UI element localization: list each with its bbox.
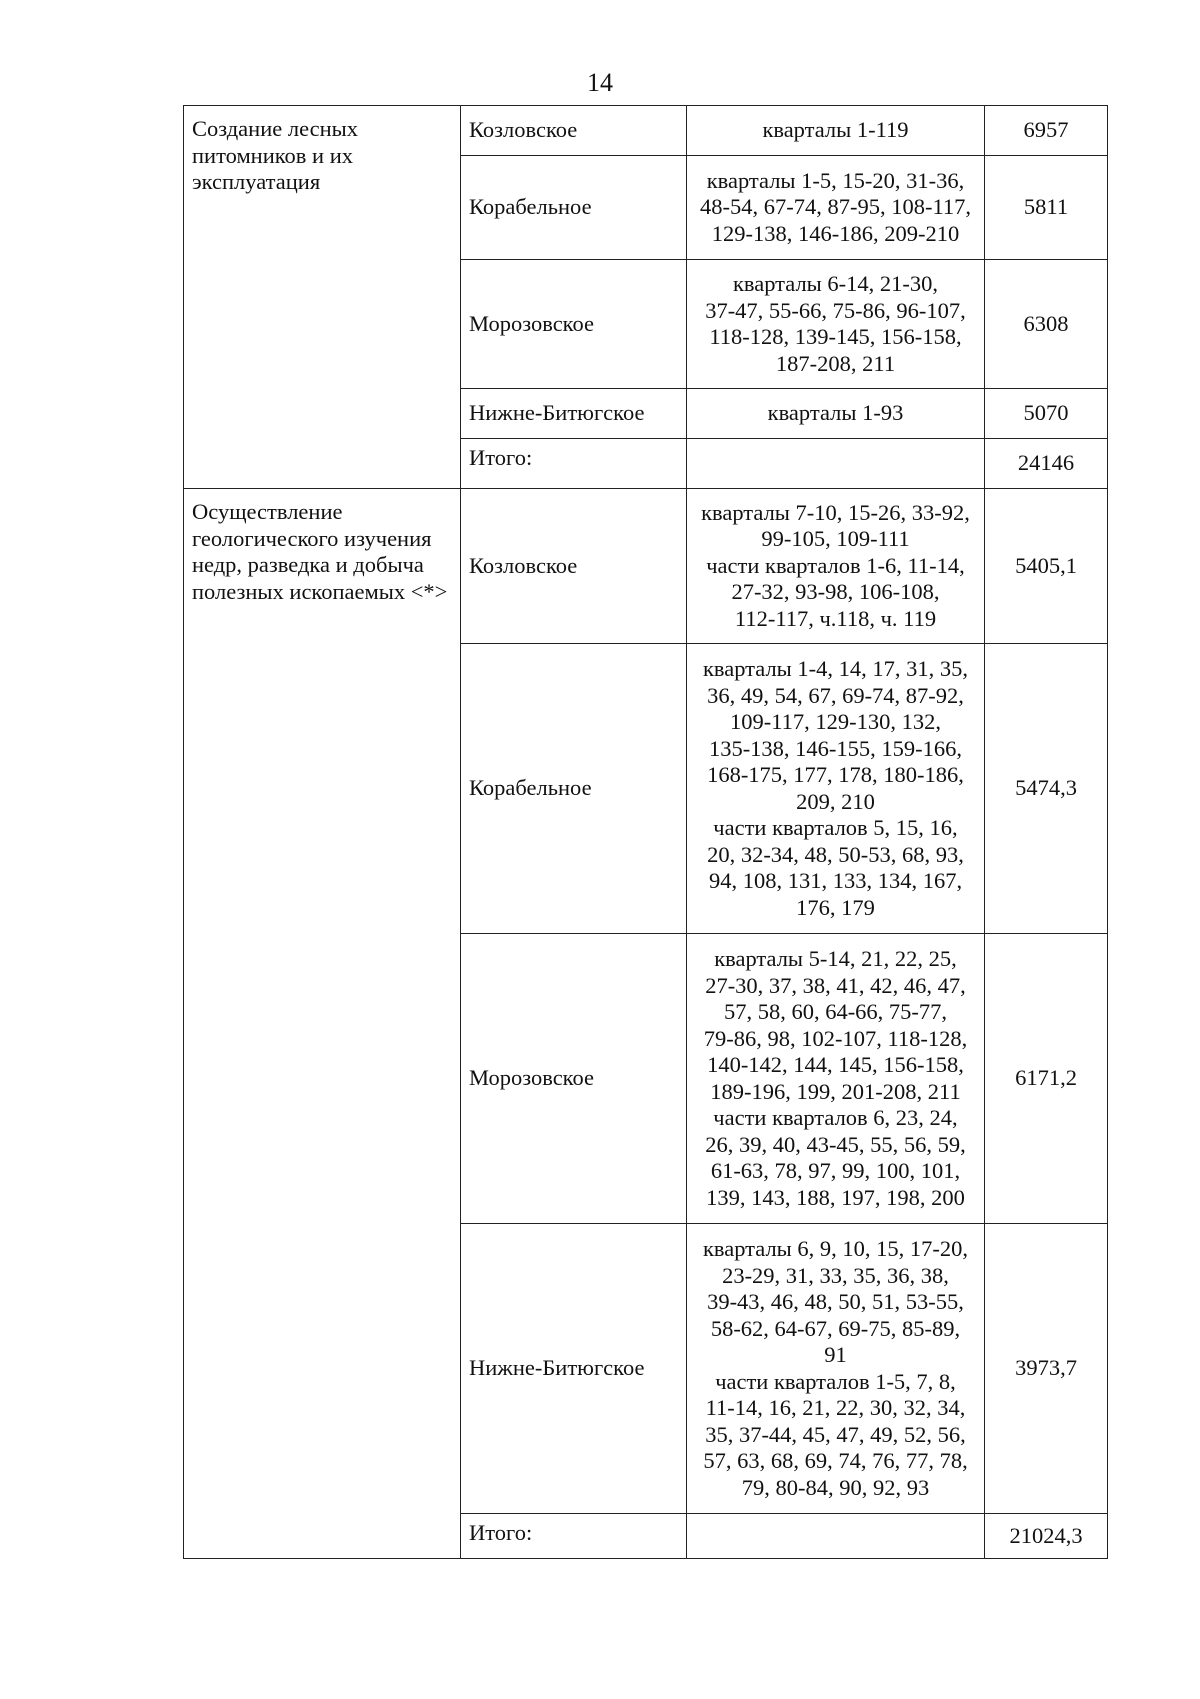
forestry-cell: Морозовское <box>461 934 687 1224</box>
quarters-line: 57, 63, 68, 69, 74, 76, 77, 78, <box>703 1448 968 1473</box>
quarters-cell <box>687 106 985 156</box>
quarters-line: 23-29, 31, 33, 35, 36, 38, <box>722 1262 949 1288</box>
quarters-line: кварталы 5-14, 21, 22, 25, <box>714 946 957 971</box>
quarters-line: части кварталов 1-6, 11-14, <box>706 552 965 578</box>
quarters-line: 189-196, 199, 201-208, 211 <box>710 1078 961 1104</box>
purpose-cell: Создание лесных питомников и их эксплуатация <box>184 106 461 489</box>
table-row <box>184 106 1108 156</box>
quarters-line: 112-117, ч.118, ч. 119 <box>734 605 937 631</box>
quarters-line: 57, 58, 60, 64-66, 75-77, <box>723 999 948 1024</box>
quarters-line: кварталы 1-5, 15-20, 31-36, <box>706 167 965 193</box>
total-value: 21024,3 <box>985 1514 1108 1559</box>
quarters-line: 36, 49, 54, 67, 69-74, 87-92, <box>707 682 964 708</box>
forestry-cell: Морозовское <box>461 260 687 389</box>
quarters-line: 39-43, 46, 48, 50, 51, 53-55, <box>707 1289 964 1314</box>
quarters-line: кварталы 6, 9, 10, 15, 17-20, <box>702 1236 969 1261</box>
area-cell: 6171,2 <box>985 934 1108 1224</box>
forestry-cell: Корабельное <box>461 644 687 934</box>
quarters-line: 27-32, 93-98, 106-108, <box>731 579 940 605</box>
quarters-line: 176, 179 <box>796 894 875 920</box>
total-label: Итого: <box>461 1514 687 1559</box>
quarters-line: 135-138, 146-155, 159-166, <box>708 735 963 761</box>
quarters-line: 99-105, 109-111 <box>761 526 910 552</box>
quarters-line: 11-14, 16, 21, 22, 30, 32, 34, <box>705 1395 966 1420</box>
quarters-line: 118-128, 139-145, 156-158, <box>709 324 962 349</box>
quarters-line: кварталы 1-119 <box>762 117 909 143</box>
quarters-cell <box>687 489 985 644</box>
total-label: Итого: <box>461 439 687 489</box>
quarters-line: 26, 39, 40, 43-45, 55, 56, 59, <box>705 1131 966 1157</box>
area-cell: 6957 <box>985 106 1108 156</box>
quarters-line: кварталы 1-93 <box>767 400 904 426</box>
quarters-line: 129-138, 146-186, 209-210 <box>711 220 960 246</box>
purpose-cell: Осуществление геологического изучения недр, разведка и добыча полезных ископаемых <*> <box>184 489 461 1559</box>
area-cell: 5811 <box>985 156 1108 260</box>
quarters-line: 139, 143, 188, 197, 198, 200 <box>706 1184 965 1210</box>
quarters-line: 140-142, 144, 145, 156-158, <box>707 1052 964 1077</box>
quarters-line: части кварталов 6, 23, 24, <box>713 1105 958 1130</box>
quarters-line: 209, 210 <box>796 788 875 814</box>
quarters-line: 91 <box>824 1342 847 1367</box>
quarters-line: части кварталов 1-5, 7, 8, <box>715 1368 956 1394</box>
forestry-cell: Нижне-Битюгское <box>461 389 687 439</box>
area-cell: 5474,3 <box>985 644 1108 934</box>
quarters-line: 20, 32-34, 48, 50-53, 68, 93, <box>707 841 964 867</box>
quarters-cell <box>687 1224 985 1514</box>
quarters-line: 109-117, 129-130, 132, <box>729 709 942 734</box>
quarters-line: 94, 108, 131, 133, 134, 167, <box>708 868 963 893</box>
quarters-line: 79, 80-84, 90, 92, 93 <box>741 1474 930 1500</box>
quarters-cell <box>687 156 985 260</box>
total-value: 24146 <box>985 439 1108 489</box>
quarters-line: кварталы 1-4, 14, 17, 31, 35, <box>702 656 969 681</box>
quarters-line: 58-62, 64-67, 69-75, 85-89, <box>710 1315 961 1341</box>
area-cell: 5405,1 <box>985 489 1108 644</box>
quarters-line: 37-47, 55-66, 75-86, 96-107, <box>705 297 966 323</box>
quarters-line: 187-208, 211 <box>775 350 896 376</box>
quarters-line: 168-175, 177, 178, 180-186, <box>707 762 964 787</box>
quarters-line: кварталы 7-10, 15-26, 33-92, <box>701 499 970 525</box>
table-body <box>184 106 1108 1559</box>
quarters-line: 35, 37-44, 45, 47, 49, 52, 56, <box>705 1421 966 1447</box>
area-cell: 5070 <box>985 389 1108 439</box>
quarters-line: кварталы 6-14, 21-30, <box>732 271 939 296</box>
forestry-cell: Козловское <box>461 489 687 644</box>
land-use-table <box>183 105 1108 1559</box>
forestry-cell: Нижне-Битюгское <box>461 1224 687 1514</box>
area-cell: 6308 <box>985 260 1108 389</box>
table-row <box>184 489 1108 644</box>
page-number: 14 <box>587 68 613 97</box>
quarters-cell <box>687 260 985 389</box>
total-empty-cell <box>687 439 985 489</box>
quarters-line: части кварталов 5, 15, 16, <box>713 815 958 840</box>
area-cell: 3973,7 <box>985 1224 1108 1514</box>
quarters-line: 48-54, 67-74, 87-95, 108-117, <box>699 194 971 220</box>
quarters-line: 27-30, 37, 38, 41, 42, 46, 47, <box>705 972 966 998</box>
quarters-line: 79-86, 98, 102-107, 118-128, <box>703 1025 968 1051</box>
quarters-line: 61-63, 78, 97, 99, 100, 101, <box>710 1158 961 1183</box>
forestry-cell: Корабельное <box>461 156 687 260</box>
quarters-cell <box>687 934 985 1224</box>
quarters-cell <box>687 389 985 439</box>
total-empty-cell <box>687 1514 985 1559</box>
forestry-cell: Козловское <box>461 106 687 156</box>
quarters-cell <box>687 644 985 934</box>
